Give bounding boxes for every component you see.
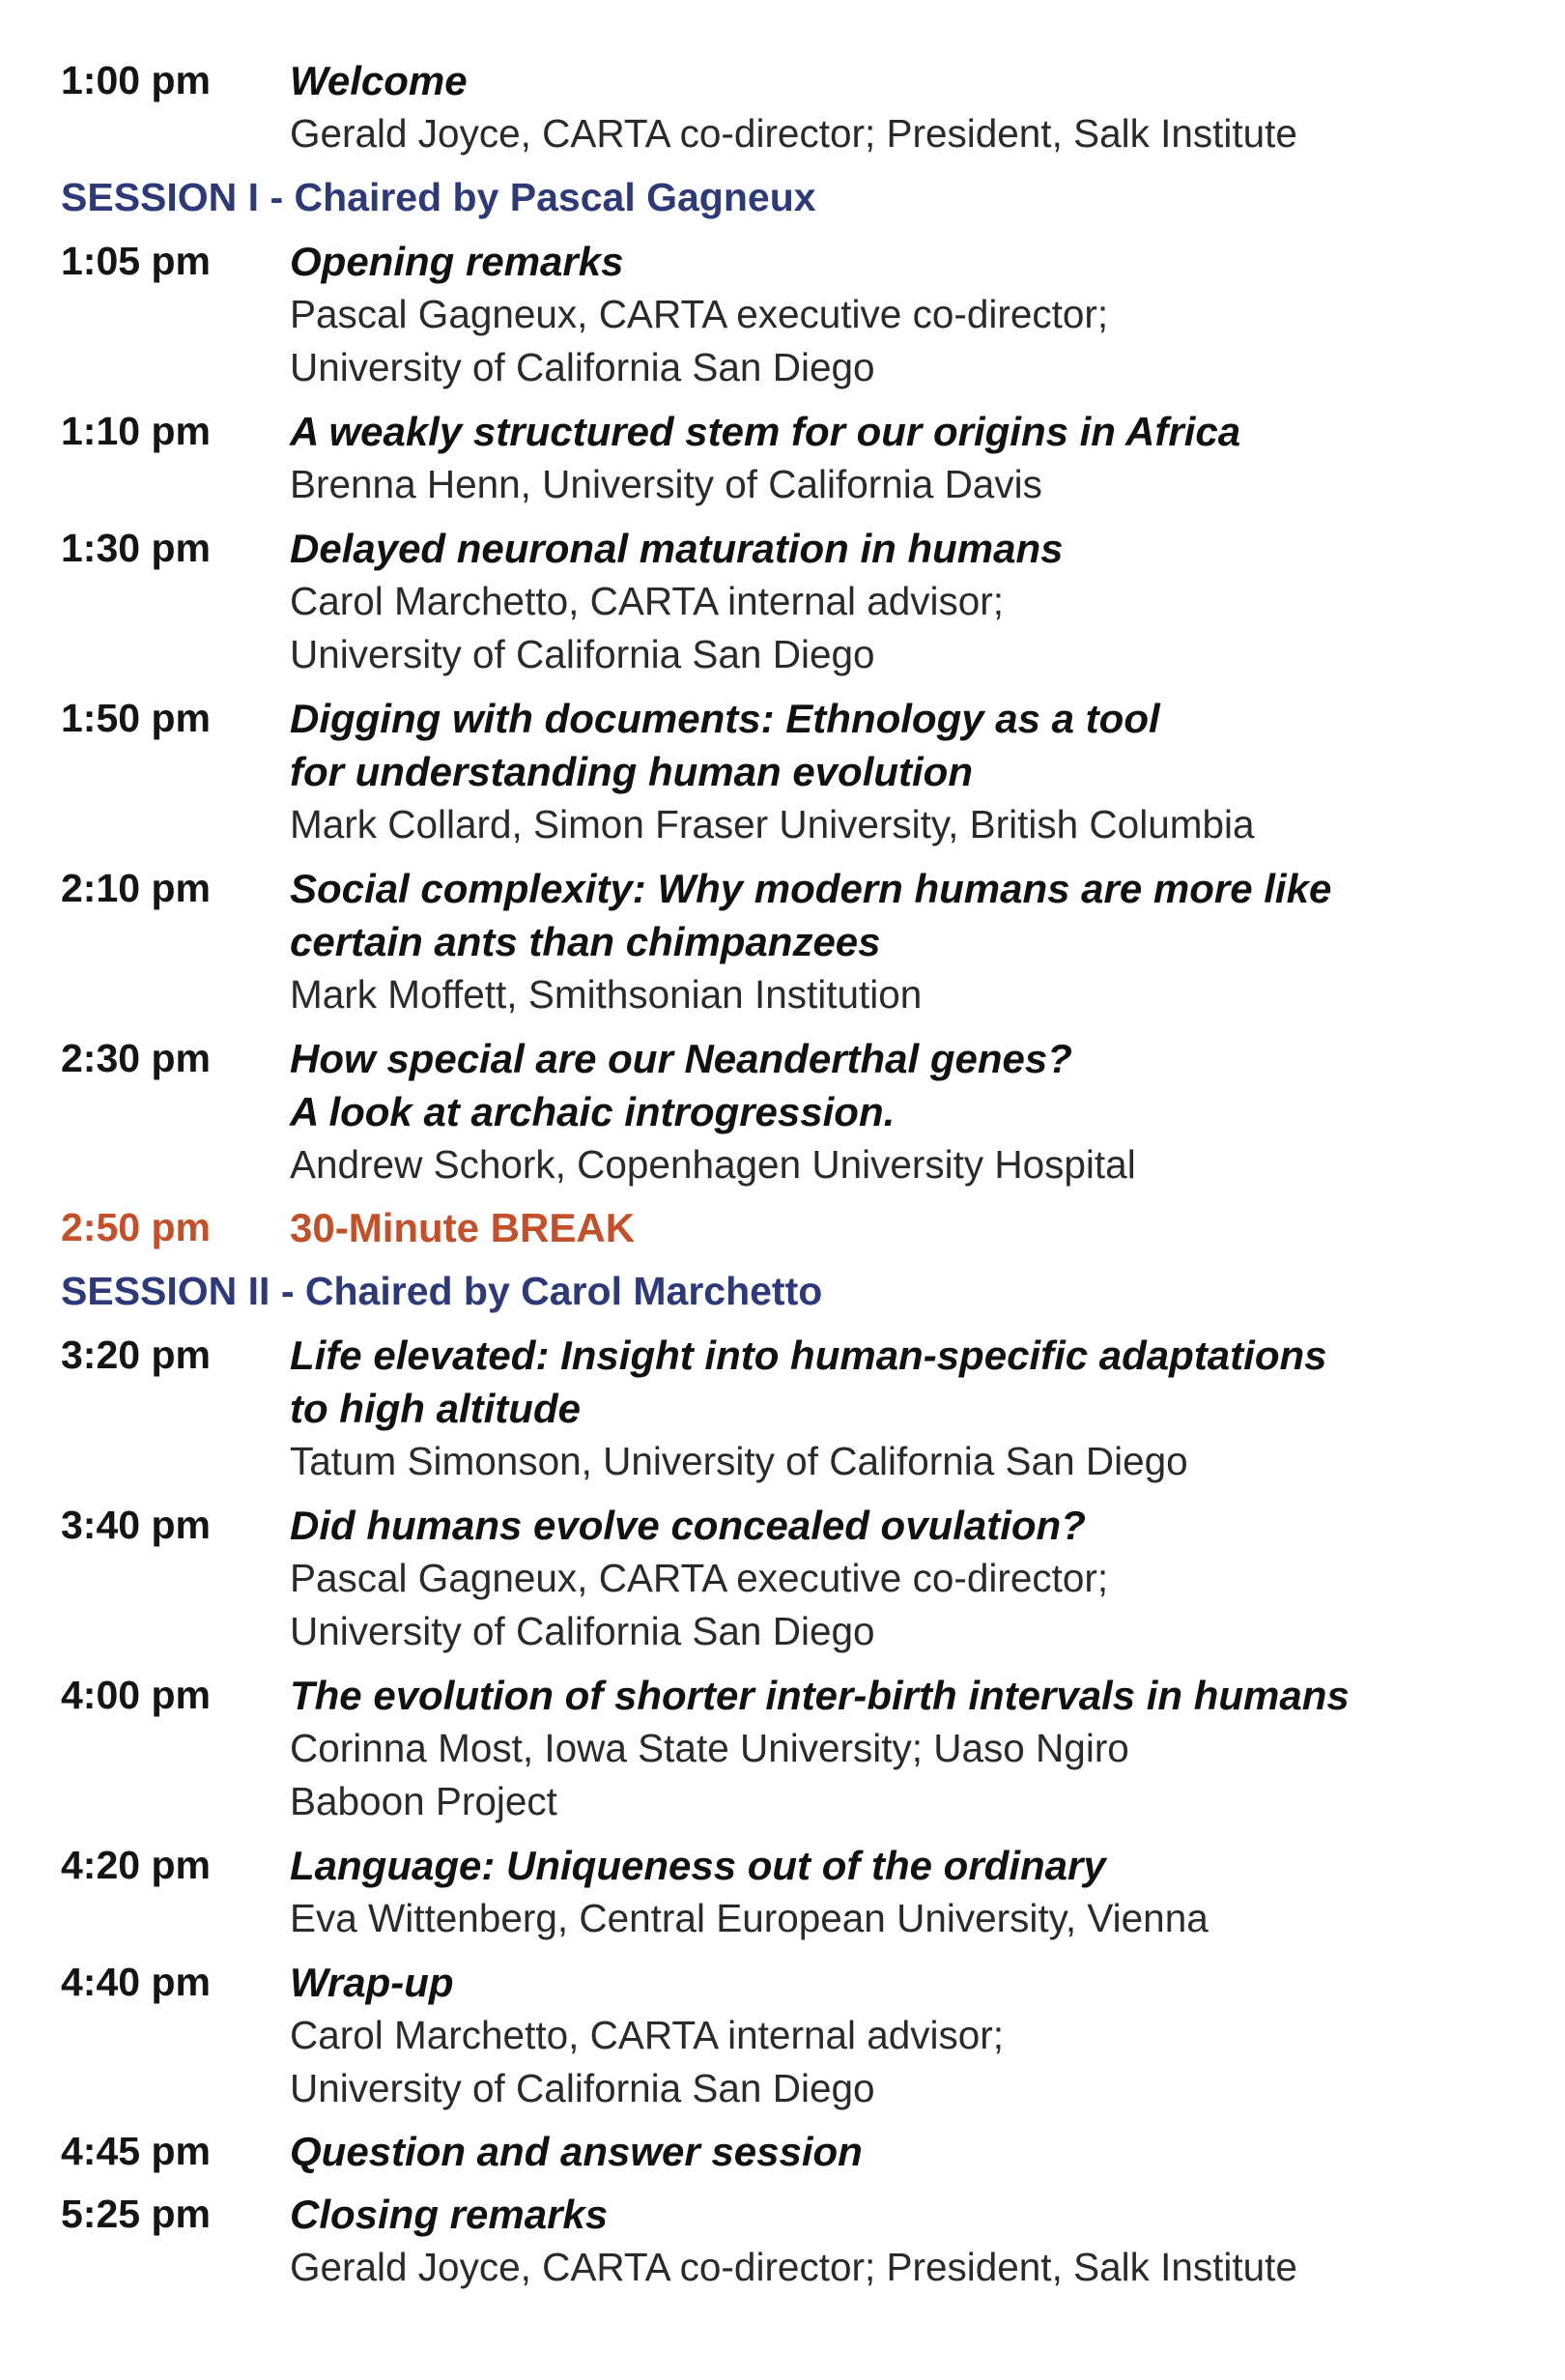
talk-title: Life elevated: Insight into human-specific adaptations (290, 1333, 1327, 1378)
agenda-time: 3:40 pm (61, 1503, 211, 1547)
speaker-affiliation: University of California San Diego (290, 345, 875, 389)
talk-title: Social complexity: Why modern humans are more like (290, 866, 1332, 911)
talk-title: Digging with documents: Ethnology as a tool (290, 696, 1160, 741)
agenda-time: 1:00 pm (61, 58, 211, 102)
agenda-time: 3:20 pm (61, 1333, 211, 1377)
agenda-content (290, 1499, 1529, 1658)
talk-title-continued: A look at archaic introgression. (290, 1089, 896, 1134)
agenda-time: 1:10 pm (61, 409, 211, 453)
break-row (61, 1201, 1529, 1254)
speaker-affiliation: Corinna Most, Iowa State University; Uaso Ngiro (290, 1726, 1129, 1770)
agenda-item (61, 1956, 1529, 2115)
session-heading: SESSION II - Chaired by Carol Marchetto (61, 1269, 823, 1313)
speaker-affiliation: Mark Collard, Simon Fraser University, British Columbia (290, 802, 1255, 846)
agenda-item (61, 235, 1529, 394)
break-label: 30-Minute BREAK (290, 1205, 636, 1250)
agenda-content (290, 692, 1529, 851)
agenda-content (290, 522, 1529, 681)
agenda-item (61, 692, 1529, 851)
agenda-time: 2:30 pm (61, 1036, 211, 1080)
agenda-content (290, 54, 1529, 160)
agenda-item (61, 1032, 1529, 1191)
speaker-affiliation: University of California San Diego (290, 2066, 875, 2110)
talk-title: Delayed neuronal maturation in humans (290, 526, 1064, 571)
talk-title: The evolution of shorter inter-birth intervals in humans (290, 1673, 1350, 1718)
talk-title: Question and answer session (290, 2129, 863, 2174)
speaker-affiliation: Mark Moffett, Smithsonian Institution (290, 972, 923, 1017)
speaker-affiliation: Gerald Joyce, CARTA co-director; President, Salk Institute (290, 111, 1297, 156)
speaker-affiliation: Pascal Gagneux, CARTA executive co-director; (290, 292, 1109, 336)
agenda-content (290, 405, 1529, 511)
speaker-affiliation: Eva Wittenberg, Central European University, Vienna (290, 1896, 1209, 1940)
talk-title: Opening remarks (290, 239, 624, 284)
agenda-content (290, 862, 1529, 1021)
speaker-affiliation: Carol Marchetto, CARTA internal advisor; (290, 579, 1005, 623)
agenda-item (61, 1669, 1529, 1828)
talk-title: Language: Uniqueness out of the ordinary (290, 1843, 1106, 1888)
session-heading-row (61, 1265, 1529, 1318)
talk-title-continued: to high altitude (290, 1386, 581, 1431)
speaker-affiliation: Carol Marchetto, CARTA internal advisor; (290, 2013, 1005, 2057)
speaker-affiliation: Baboon Project (290, 1779, 557, 1823)
speaker-affiliation: Andrew Schork, Copenhagen University Hospital (290, 1142, 1136, 1187)
speaker-affiliation: Gerald Joyce, CARTA co-director; President, Salk Institute (290, 2245, 1297, 2289)
speaker-affiliation: University of California San Diego (290, 632, 875, 676)
agenda-time: 2:50 pm (61, 1205, 211, 1249)
agenda-item (61, 522, 1529, 681)
agenda-content (290, 2125, 1529, 2178)
agenda-content (290, 1032, 1529, 1191)
agenda-time: 4:40 pm (61, 1960, 211, 2004)
agenda-item (61, 2188, 1529, 2294)
agenda-time: 5:25 pm (61, 2192, 211, 2236)
talk-title: How special are our Neanderthal genes? (290, 1036, 1072, 1081)
agenda-item (61, 54, 1529, 160)
agenda-content (290, 1839, 1529, 1945)
agenda-content (290, 1956, 1529, 2115)
agenda-item (61, 1499, 1529, 1658)
agenda-time: 1:30 pm (61, 526, 211, 570)
agenda-time: 4:20 pm (61, 1843, 211, 1887)
agenda-time: 1:50 pm (61, 696, 211, 740)
schedule (61, 43, 1529, 2294)
session-heading: SESSION I - Chaired by Pascal Gagneux (61, 175, 816, 219)
agenda-content (290, 235, 1529, 394)
talk-title: Wrap-up (290, 1960, 454, 2005)
speaker-affiliation: University of California San Diego (290, 1609, 875, 1653)
speaker-affiliation: Tatum Simonson, University of California San Diego (290, 1439, 1188, 1483)
talk-title: A weakly structured stem for our origins in Africa (290, 409, 1241, 454)
agenda-item (61, 405, 1529, 511)
agenda-item (61, 862, 1529, 1021)
speaker-affiliation: Pascal Gagneux, CARTA executive co-director; (290, 1556, 1109, 1600)
agenda-content (290, 1329, 1529, 1488)
agenda-item (61, 2125, 1529, 2178)
agenda-time: 4:00 pm (61, 1673, 211, 1717)
talk-title-continued: certain ants than chimpanzees (290, 919, 881, 964)
agenda-content (290, 1669, 1529, 1828)
talk-title: Welcome (290, 58, 468, 103)
agenda-time: 2:10 pm (61, 866, 211, 910)
talk-title-continued: for understanding human evolution (290, 749, 973, 794)
agenda-time: 4:45 pm (61, 2129, 211, 2173)
agenda-item (61, 1329, 1529, 1488)
agenda-time: 1:05 pm (61, 239, 211, 283)
session-heading-row (61, 171, 1529, 224)
agenda-content (290, 2188, 1529, 2294)
speaker-affiliation: Brenna Henn, University of California Davis (290, 462, 1042, 506)
talk-title: Closing remarks (290, 2192, 609, 2237)
agenda-content (290, 1201, 1529, 1254)
talk-title: Did humans evolve concealed ovulation? (290, 1503, 1086, 1548)
agenda-item (61, 1839, 1529, 1945)
